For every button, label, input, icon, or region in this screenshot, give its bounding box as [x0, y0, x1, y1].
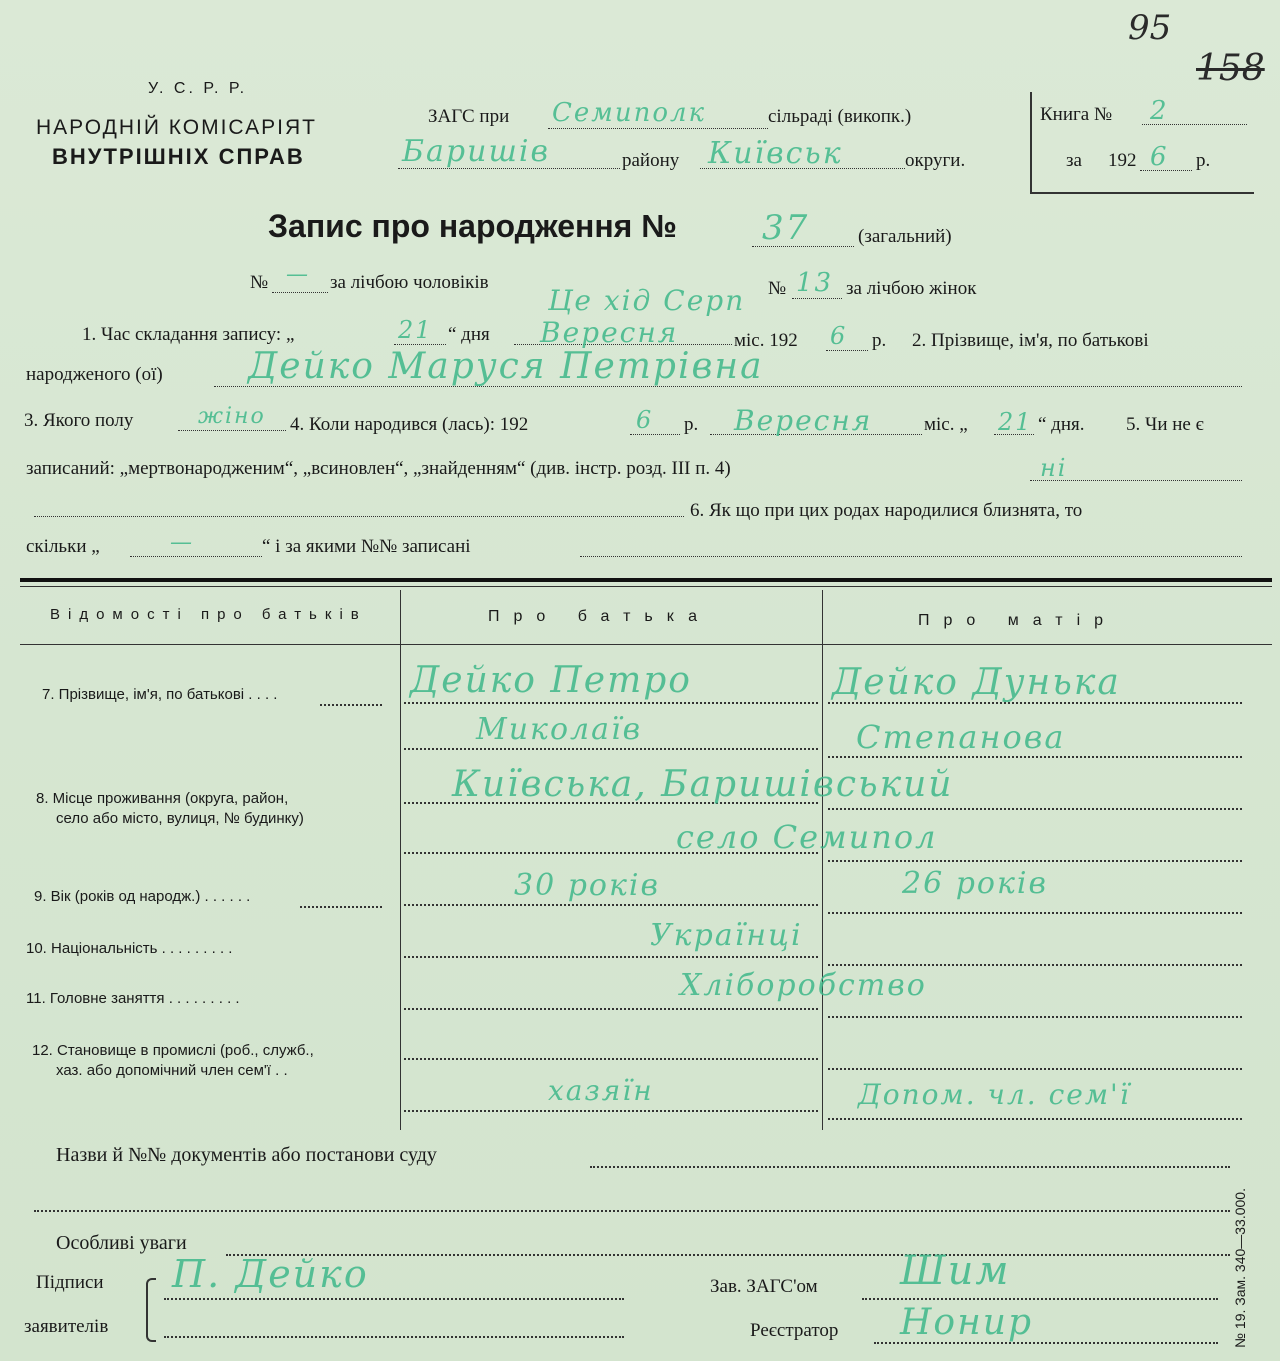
signatures-brace: [146, 1278, 156, 1342]
f6-numbers-line: [580, 556, 1242, 557]
mother-name-2: Степанова: [856, 718, 1066, 756]
book-year-suffix: р.: [1196, 150, 1211, 171]
registrar-label: Реєстратор: [750, 1320, 839, 1341]
f3-value: жіно: [198, 404, 266, 429]
signature-line-2: [164, 1336, 624, 1338]
f6-value: —: [170, 530, 194, 555]
row-label-age: 9. Вік (років од народж.) . . . . . .: [34, 888, 251, 905]
table-top-rule-thin: [20, 586, 1272, 587]
mother-line-2: [828, 756, 1242, 758]
f3-label: 3. Якого полу: [24, 410, 134, 431]
f1-day-word: “ дня: [448, 324, 490, 345]
book-number-value: 2: [1150, 96, 1169, 126]
father-age: 30 років: [514, 868, 660, 903]
f6-line2a: скільки „: [26, 536, 100, 557]
f4-year-suffix: р.: [684, 414, 699, 435]
f1-month-value: Вересня: [540, 316, 679, 349]
women-prefix: №: [768, 278, 787, 299]
table-header-rule: [20, 644, 1272, 645]
col-header-mother: Про матір: [918, 612, 1118, 629]
father-line-8: [404, 1058, 818, 1060]
label-leader-2: [300, 906, 382, 908]
label-leader-1: [320, 704, 382, 706]
head-signature: Шим: [900, 1248, 1011, 1294]
f1-label: 1. Час складання запису: „: [82, 324, 295, 345]
book-year-value: 6: [1150, 142, 1169, 172]
signatures-label-1: Підписи: [36, 1272, 104, 1293]
f4-month-label: міс. „: [924, 414, 968, 435]
row-label-name: 7. Прізвище, ім'я, по батькові . . . .: [42, 686, 278, 703]
row-label-nationality: 10. Національність . . . . . . . . .: [26, 940, 233, 957]
father-line-7: [404, 1008, 818, 1010]
state-abbrev: У. С. Р. Р.: [148, 80, 248, 97]
table-col-divider-1: [400, 590, 401, 1130]
mother-position: Допом. чл. сем'ї: [858, 1078, 1131, 1111]
mother-name-1: Дейко Дунька: [832, 662, 1121, 703]
mother-line-3: [828, 808, 1242, 810]
head-sign-line: [862, 1298, 1218, 1300]
table-col-divider-2: [822, 590, 823, 1130]
zags-village-line: [548, 128, 768, 129]
applicant-signature: П. Дейко: [172, 1252, 369, 1296]
women-value: 13: [796, 268, 834, 298]
notes-line: [226, 1254, 1230, 1256]
record-title-suffix: (загальний): [858, 226, 952, 247]
f4-label: 4. Коли народився (лась): 192: [290, 414, 529, 435]
book-label: Книга №: [1040, 104, 1113, 125]
father-position: хазяїн: [548, 1074, 654, 1107]
mother-line-9: [828, 1118, 1242, 1120]
women-line: [792, 298, 842, 299]
occupation-value: Хліборобство: [680, 968, 927, 1003]
print-order-vertical: № 19. Зам. 340—33.000.: [1232, 1188, 1248, 1348]
district-label: району: [622, 150, 680, 171]
f6-line2b: “ і за якими №№ записані: [262, 536, 471, 557]
mother-line-5: [828, 912, 1242, 914]
mother-age: 26 років: [902, 866, 1048, 901]
f1-note-above: Це хід Серп: [548, 284, 746, 317]
col-header-info: Відомості про батьків: [50, 606, 367, 623]
f5-line2: записаний: „мертвонародженим“, „всиновлен“, „знайденням“ (див. інстр. розд. III п. 4): [26, 458, 731, 479]
f6-label: 6. Як що при цих родах народилися близнята, то: [690, 500, 1083, 521]
row-label-residence-1: 8. Місце проживання (округа, район,: [36, 790, 289, 807]
notes-label: Особливі уваги: [56, 1232, 187, 1254]
f3-line: [178, 430, 286, 431]
f5-label: 5. Чи не є: [1126, 414, 1204, 435]
f4-day-suffix: “ дня.: [1038, 414, 1085, 435]
docs-label: Назви й №№ документів або постанови суду: [56, 1144, 437, 1166]
father-line-2: [404, 748, 818, 750]
book-year-prefix: за: [1066, 150, 1082, 171]
book-year-printed: 192: [1108, 150, 1137, 171]
father-line-5: [404, 904, 818, 906]
father-line-6: [404, 956, 818, 958]
district-value: Баришів: [402, 134, 550, 169]
women-label: за лічбою жінок: [846, 278, 977, 299]
f1-day-value: 21: [398, 316, 433, 344]
zags-prefix: ЗАГС при: [428, 106, 510, 127]
table-top-rule: [20, 578, 1272, 582]
father-line-9: [404, 1110, 818, 1112]
signature-line-1: [164, 1298, 624, 1300]
record-title: Запис про народження №: [268, 208, 677, 244]
zags-suffix: сільраді (викопк.): [768, 106, 912, 127]
docs-line: [590, 1166, 1230, 1168]
archive-old-page-number: 158: [1196, 48, 1265, 89]
f1-year-value: 6: [830, 322, 848, 350]
men-prefix: №: [250, 272, 269, 293]
commissariat-line1: НАРОДНІЙ КОМІСАРІЯТ: [36, 116, 317, 139]
residence-2: село Семипол: [676, 818, 938, 856]
okrug-value: Київськ: [708, 136, 843, 171]
father-name-2: Миколаїв: [476, 712, 643, 747]
f1-day-line: [394, 344, 446, 345]
mother-line-6: [828, 964, 1242, 966]
registrar-signature: Нонир: [900, 1302, 1034, 1343]
residence-1: Київська, Баришівський: [452, 764, 954, 805]
f2-label-line2: народженого (ої): [26, 364, 163, 385]
f4-year-value: 6: [636, 406, 654, 434]
f1-month-label: міс. 192: [734, 330, 798, 351]
docs-line-2: [34, 1210, 1230, 1212]
f5-value: ні: [1040, 454, 1068, 482]
archive-page-number: 95: [1128, 8, 1172, 48]
signatures-label-2: заявителів: [24, 1316, 109, 1337]
f4-year-line: [630, 434, 680, 435]
f4-day-value: 21: [998, 408, 1033, 436]
men-value: —: [286, 262, 310, 287]
f1-year-suffix: р.: [872, 330, 887, 351]
father-line-1: [404, 702, 818, 704]
f5-continuation-line: [34, 516, 684, 517]
nationality-value: Українці: [650, 918, 803, 953]
f1-year-line: [826, 350, 868, 351]
head-label: Зав. ЗАГС'ом: [710, 1276, 818, 1297]
commissariat-line2: ВНУТРІШНІХ СПРАВ: [52, 144, 305, 169]
men-line: [272, 292, 328, 293]
col-header-father: Про батька: [488, 608, 711, 625]
mother-line-8: [828, 1068, 1242, 1070]
f6-count-line: [130, 556, 262, 557]
f2-value: Дейко Маруся Петрівна: [248, 346, 764, 387]
mother-line-4: [828, 860, 1242, 862]
f2-label: 2. Прізвище, ім'я, по батькові: [912, 330, 1149, 351]
mother-line-7: [828, 1016, 1242, 1018]
father-name-1: Дейко Петро: [410, 660, 692, 701]
row-label-position-2: хаз. або допомічний член сем'ї . .: [56, 1062, 288, 1079]
row-label-occupation: 11. Головне заняття . . . . . . . . .: [26, 990, 240, 1007]
record-number-value: 37: [762, 208, 810, 248]
f4-month-value: Вересня: [734, 404, 873, 437]
okrug-label: округи.: [905, 150, 966, 171]
row-label-position-1: 12. Становище в промислі (роб., служб.,: [32, 1042, 314, 1059]
men-label: за лічбою чоловіків: [330, 272, 489, 293]
zags-village-value: Семиполк: [552, 98, 707, 128]
row-label-residence-2: село або місто, вулиця, № будинку): [56, 810, 304, 827]
